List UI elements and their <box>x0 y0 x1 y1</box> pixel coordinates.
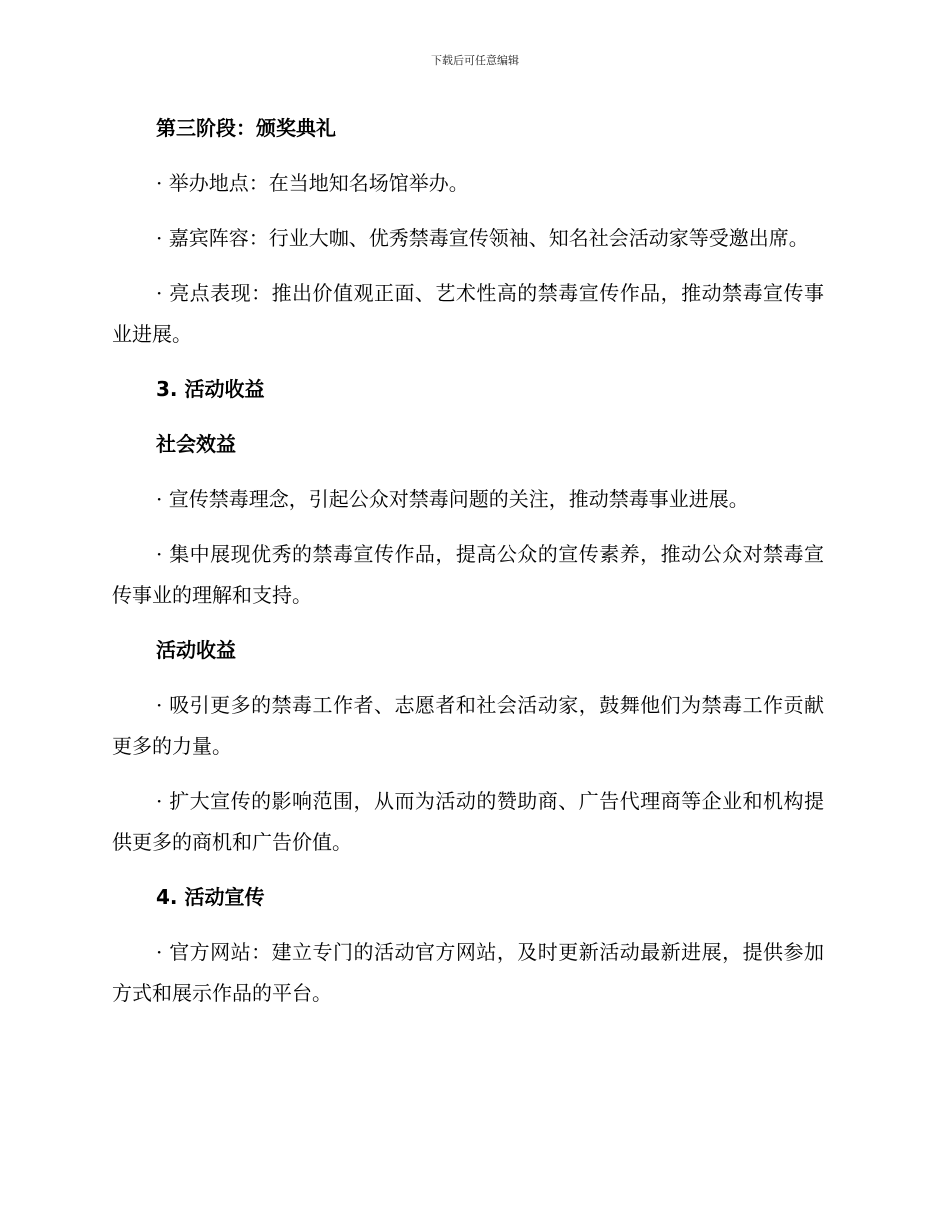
bullet-guests: · 嘉宾阵容：行业大咖、优秀禁毒宣传领袖、知名社会活动家等受邀出席。 <box>156 226 809 250</box>
subheading-social-benefits: 社会效益 <box>156 432 236 456</box>
bullet-highlights: · 亮点表现：推出价值观正面、艺术性高的禁毒宣传作品，推动禁毒宣传事业进展。 <box>112 281 824 346</box>
bullet-showcase-works: · 集中展现优秀的禁毒宣传作品，提高公众的宣传素养，推动公众对禁毒宣传事业的理解和支持。 <box>112 542 824 607</box>
page-header: 下载后可任意编辑 <box>431 54 519 67</box>
section-heading-activity-benefits: 3. 活动收益 <box>156 377 265 401</box>
subheading-activity-benefits: 活动收益 <box>156 638 236 662</box>
bullet-venue: · 举办地点：在当地知名场馆举办。 <box>156 171 469 195</box>
section-heading-activity-promotion: 4. 活动宣传 <box>156 885 265 909</box>
document-body <box>112 108 824 1028</box>
bullet-promote-concept: · 宣传禁毒理念，引起公众对禁毒问题的关注，推动禁毒事业进展。 <box>156 487 749 511</box>
bullet-official-website: · 官方网站：建立专门的活动官方网站，及时更新活动最新进展，提供参加方式和展示作品的平台。 <box>112 940 824 1005</box>
bullet-expand-influence: · 扩大宣传的影响范围，从而为活动的赞助商、广告代理商等企业和机构提供更多的商机和广告价值。 <box>112 789 824 854</box>
section-heading-stage-three: 第三阶段：颁奖典礼 <box>156 116 336 140</box>
bullet-attract-workers: · 吸引更多的禁毒工作者、志愿者和社会活动家，鼓舞他们为禁毒工作贡献更多的力量。 <box>112 693 824 758</box>
